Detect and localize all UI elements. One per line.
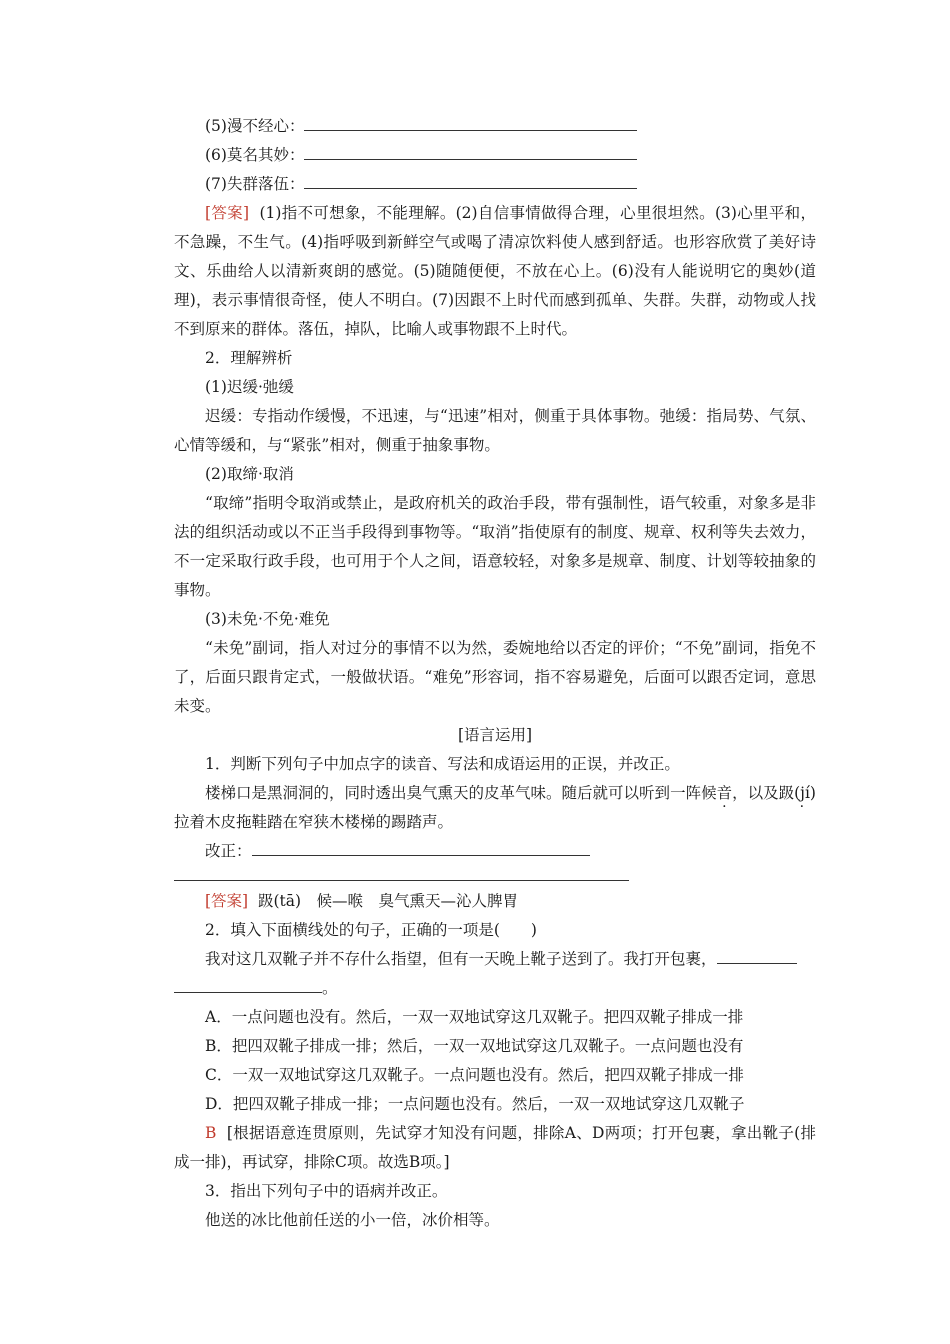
question-3-prompt: 3．指出下列句子中的语病并改正。	[205, 1182, 448, 1200]
answer-blank[interactable]	[304, 172, 637, 189]
answer-blank[interactable]	[304, 114, 637, 131]
analysis-text-3: “未免”副词，指人对过分的事情不以为然，委婉地给以否定的评价；“不免”副词，指免不了，后面只跟肯定式，一般做状语。“难免”形容词，指不容易避免，后面可以跟否定词，意思未变。	[174, 639, 816, 715]
answer-blank[interactable]	[304, 143, 637, 160]
answer-text: (1)指不可想象，不能理解。(2)自信事情做得合理，心里很坦然。(3)心里平和，不急躁，不生气。(4)指呼吸到新鲜空气或喝了清凉饮料使人感到舒适。也形容欣赏了美好诗文、乐曲给人以清新爽朗的感觉。(5)随随便便，不放在心上。(6)没有人能说明它的奥妙(道理)，表示事情很奇怪，使人不明白。(7)因跟不上时代而感到孤单、失群。失群，动物或人找不到原来的群体。落伍，掉队，比喻人或事物跟不上时代。	[174, 204, 816, 338]
analysis-text-2: “取缔”指明令取消或禁止，是政府机关的政治手段，带有强制性，语气较重，对象多是非法的组织活动或以不正当手段得到事物等。“取消”指使原有的制度、规章、权利等失去效力，不一定采取行政手段，也可用于个人之间，语意较轻，对象多是规章、制度、计划等较抽象的事物。	[174, 494, 816, 599]
option-a[interactable]: A．一点问题也没有。然后，一双一双地试穿这几双靴子。把四双靴子排成一排	[205, 1008, 744, 1026]
dotted-char: 趿	[778, 784, 795, 802]
vocab-item-6	[174, 141, 816, 170]
worksheet-page	[174, 112, 816, 1235]
analysis-heading: 2．理解辨析	[205, 349, 293, 367]
analysis-text-1: 迟缓：专指动作缓慢，不迅速，与“迅速”相对，侧重于具体事物。弛缓：指局势、气氛、心情等缓和，与“紧张”相对，侧重于抽象事物。	[174, 407, 816, 454]
answer-blank[interactable]	[252, 839, 590, 856]
vocab-term: (6)莫名其妙：	[205, 146, 305, 164]
answer-tag: [答案]	[205, 892, 249, 910]
option-b[interactable]: B．把四双靴子排成一排；然后，一双一双地试穿这几双靴子。一点问题也没有	[205, 1037, 744, 1055]
answer-tag: [答案]	[205, 204, 250, 222]
answer-text: [根据语意连贯原则，先试穿才知没有问题，排除A、D两项；打开包裹，拿出靴子(排成一排)，再试穿，排除C项。故选B项。]	[174, 1124, 817, 1171]
answer-text: 趿(tā) 候—喉 臭气熏天—沁人脾胃	[257, 892, 519, 910]
analysis-subtitle-2: (2)取缔·取消	[205, 465, 294, 483]
vocab-answer	[174, 199, 816, 344]
question-2-prompt: 2．填入下面横线处的句子，正确的一项是( )	[205, 921, 537, 939]
stem-end: 。	[322, 979, 338, 997]
question-1-prompt: 1．判断下列句子中加点字的读音、写法和成语运用的正误，并改正。	[205, 755, 680, 773]
vocab-term: (7)失群落伍：	[205, 175, 305, 193]
sentence-part: 楼梯口是黑洞洞的，同时透出臭气熏天的皮革气味。随后就可以听到一阵	[205, 784, 702, 802]
option-d[interactable]: D．把四双靴子排成一排；一点问题也没有。然后，一双一双地试穿这几双靴子	[205, 1095, 745, 1113]
vocab-term: (5)漫不经心：	[205, 117, 305, 135]
vocab-item-7	[174, 170, 816, 199]
dotted-char: 候	[701, 784, 717, 802]
section-title: [语言运用]	[457, 726, 533, 744]
question-3-sentence: 他送的冰比他前任送的小一倍，冰价相等。	[205, 1211, 500, 1229]
question-1-sentence	[174, 779, 816, 837]
sentence-part: 音，以及	[716, 784, 779, 802]
question-1-answer	[174, 887, 816, 916]
fix-label: 改正：	[205, 842, 252, 860]
question-2-stem	[174, 945, 816, 974]
vocab-item-5	[174, 112, 816, 141]
answer-blank-line[interactable]	[174, 870, 629, 881]
question-2-stem-cont	[174, 974, 816, 1003]
answer-letter: B	[205, 1124, 217, 1142]
analysis-subtitle-1: (1)迟缓·弛缓	[205, 378, 294, 396]
analysis-subtitle-3: (3)未免·不免·难免	[205, 610, 330, 628]
answer-blank[interactable]	[717, 947, 797, 964]
question-1-fix	[174, 837, 816, 866]
question-2-answer	[174, 1119, 816, 1177]
sentence-part: (jí)拉着木皮拖鞋踏在窄狭木楼梯的踢踏声。	[174, 784, 816, 831]
stem-text: 我对这几双靴子并不存什么指望，但有一天晚上靴子送到了。我打开包裹，	[205, 950, 717, 968]
option-c[interactable]: C．一双一双地试穿这几双靴子。一点问题也没有。然后，把四双靴子排成一排	[205, 1066, 744, 1084]
answer-blank[interactable]	[174, 976, 322, 993]
